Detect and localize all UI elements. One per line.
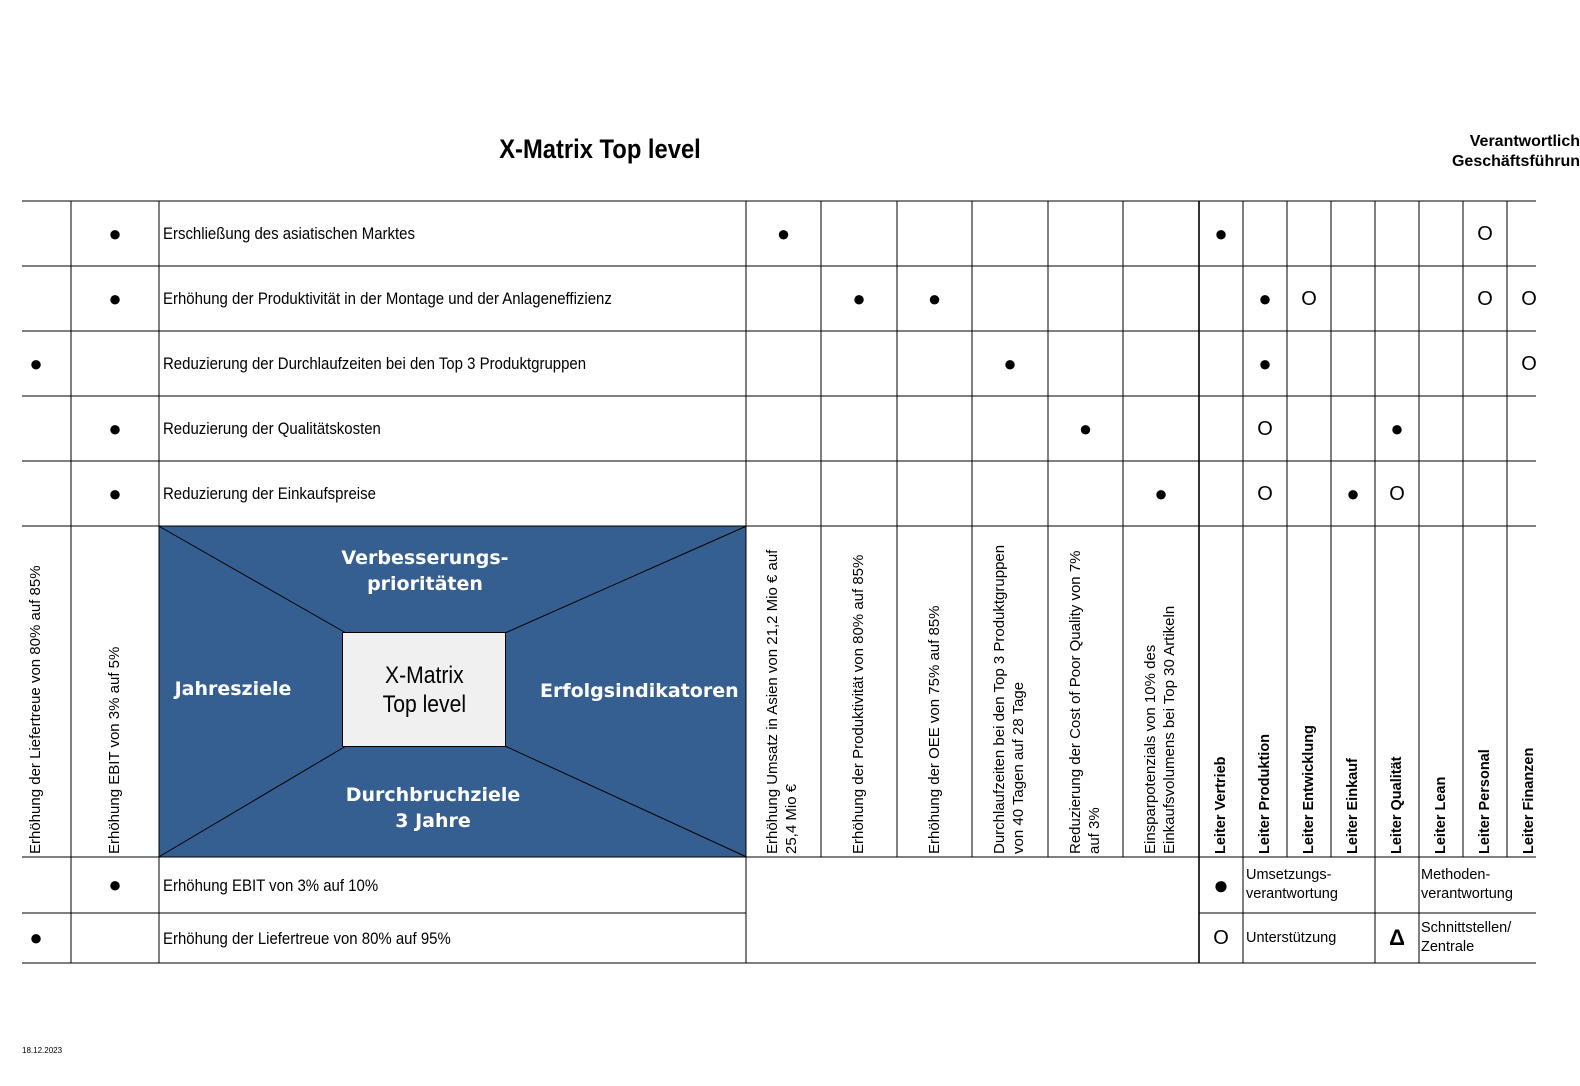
mark-dot: ● [1346,480,1360,506]
legend-support: Unterstützung [1246,930,1337,946]
kpi-label-1: Erhöhung Umsatz in Asien von 21,2 Mio € auf 25,4 Mio € [764,549,800,854]
mark-dot: ● [29,350,43,376]
annual-goal-3: Reduzierung der Durchlaufzeiten bei den Top 3 Produktgruppen [163,354,587,373]
mark-circle: O [1477,222,1493,245]
left-column-label-1: Erhöhung der Liefertreue von 80% auf 85% [27,565,44,854]
kpi-label-4: Durchlaufzeiten bei den Top 3 Produktgruppen von 40 Tagen auf 28 Tage [991,544,1027,854]
breakthrough-goal-2: Erhöhung der Liefertreue von 80% auf 95% [163,929,451,948]
kpi-label-3: Erhöhung der OEE von 75% auf 85% [926,605,943,854]
legend-circle-icon: O [1213,926,1229,949]
xbox-label-right: Erfolgsindikatoren [540,680,739,702]
mark-circle: O [1257,482,1273,505]
xbox-label-top: Verbesserungs- prioritäten [341,547,509,595]
mark-circle: O [1521,352,1537,375]
legend-interface: Schnittstellen/ Zentrale [1421,920,1512,955]
mark-circle: O [1301,287,1317,310]
mark-dot: ● [1258,285,1272,311]
mark-dot: ● [1003,350,1017,376]
kpi-label-5: Reduzierung der Cost of Poor Quality von 7% auf 3% [1067,550,1103,854]
left-column-label-2: Erhöhung EBIT von 3% auf 5% [106,646,123,854]
legend-delta-icon: Δ [1389,925,1405,950]
annual-goal-1: Erschließung des asiatischen Marktes [163,224,415,243]
mark-dot: ● [1390,415,1404,441]
mark-dot: ● [108,872,122,897]
mark-dot: ● [927,285,942,311]
annual-goal-2: Erhöhung der Produktivität in der Montage und der Anlageneffizienz [163,289,612,308]
xbox-center-label: X-Matrix Top level [382,661,466,718]
responsible-label-qualitaet: Leiter Qualität [1389,756,1405,854]
legend-square-icon [1375,857,1419,913]
footer-date: 18.12.2023 [22,1046,63,1055]
mark-circle: O [1389,482,1405,505]
kpi-label-2: Erhöhung der Produktivität von 80% auf 85% [850,554,867,854]
legend-method: Methoden- verantwortung [1421,867,1513,902]
responsible-label-lean: Leiter Lean [1433,776,1449,854]
annual-goal-5: Reduzierung der Einkaufspreise [163,484,376,503]
responsibility-header: Verantwortlich Geschäftsführun [1451,133,1580,170]
responsible-label-vertrieb: Leiter Vertrieb [1213,756,1229,854]
mark-square-icon [1419,331,1463,396]
responsible-label-personal: Leiter Personal [1477,749,1493,854]
responsible-label-produktion: Leiter Produktion [1257,733,1273,854]
responsible-label-finanzen: Leiter Finanzen [1521,747,1537,854]
mark-dot: ● [29,925,43,950]
legend-implementation: Umsetzungs- verantwortung [1246,867,1338,902]
page-title: X-Matrix Top level [499,134,701,164]
mark-dot: ● [776,220,791,246]
mark-dot: ● [852,285,866,311]
mark-dot: ● [1154,480,1168,506]
xbox-center [342,632,506,747]
mark-square-icon [1419,266,1463,331]
legend-dot-icon: ● [1213,869,1229,900]
xbox-label-bottom: Durchbruchziele 3 Jahre [345,784,521,832]
mark-dot: ● [1078,415,1093,441]
mark-dot: ● [108,220,122,246]
responsible-label-einkauf: Leiter Einkauf [1345,758,1361,854]
kpi-label-6: Einsparpotenzials von 10% des Einkaufsvolumens bei Top 30 Artikeln [1142,605,1178,854]
breakthrough-goal-1: Erhöhung EBIT von 3% auf 10% [163,876,379,895]
mark-circle: O [1257,417,1273,440]
mark-dot: ● [108,480,122,506]
mark-circle: O [1521,287,1537,310]
mark-circle: O [1477,287,1493,310]
mark-dot: ● [108,285,122,311]
mark-dot: ● [108,415,122,441]
mark-dot: ● [1214,220,1228,246]
xbox-label-left: Jahresziele [174,678,292,700]
annual-goal-4: Reduzierung der Qualitätskosten [163,419,381,438]
mark-dot: ● [1258,350,1272,376]
responsible-label-entwicklung: Leiter Entwicklung [1301,725,1317,854]
